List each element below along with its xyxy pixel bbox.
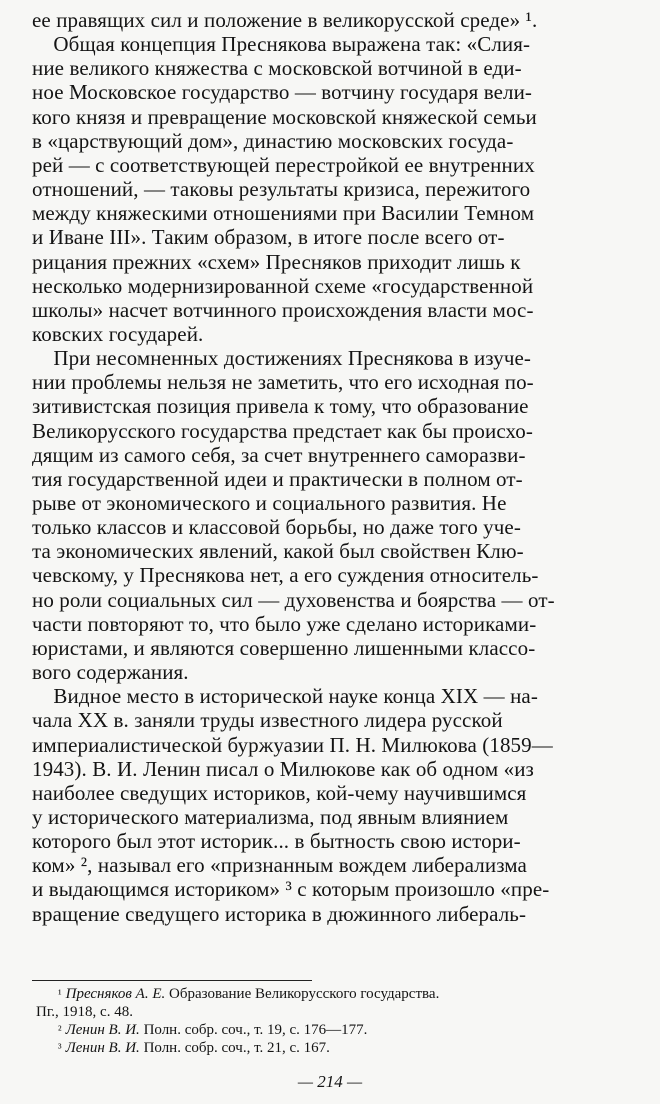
text-line: нии проблемы нельзя не заметить, что его исходная по- [32, 370, 534, 395]
text-line: ее правящих сил и положение в великорусской среде» ¹. [32, 8, 538, 32]
text-line: но роли социальных сил — духовенства и боярства — от- [32, 587, 555, 612]
footnote-line [32, 1003, 652, 1021]
text-line: и выдающимся историком» ³ с которым произошло «пре- [32, 877, 550, 902]
footnote-text: Полн. собр. соч., т. 21, с. 167. [139, 1040, 330, 1056]
footnote-line [58, 985, 660, 1003]
text-line: рыве от экономического и социального развития. Не [32, 491, 507, 515]
text-line: дящим из самого себя, за счет внутреннего саморазви- [32, 442, 526, 467]
text-line: При несомненных достижениях Преснякова в изуче- [32, 346, 532, 371]
text-line: Общая концепция Преснякова выражена так: «Слия- [32, 32, 531, 57]
footnote-text: Полн. собр. соч., т. 19, с. 176—177. [139, 1022, 368, 1038]
footnote-text: Пг., 1918, с. 48. [36, 1004, 133, 1020]
text-line: ние великого княжества с московской вотчиной в еди- [32, 56, 522, 81]
text-line: та экономических явлений, какой был свойствен Клю- [32, 539, 524, 564]
text-line: школы» насчет вотчинного происхождения власти мос- [32, 297, 534, 322]
footnote-mark: ² [58, 1023, 62, 1037]
text-line: ное Московское государство — вотчину государя вели- [32, 80, 533, 105]
text-line: юристами, и являются совершенно лишенными классо- [32, 635, 536, 660]
text-line: чала XX в. заняли труды известного лидера русской [32, 708, 503, 733]
text-line: рицания прежних «схем» Пресняков приходит лишь к [32, 249, 521, 274]
text-line: 1943). В. И. Ленин писал о Милюкове как об одном «из [32, 756, 534, 781]
text-line: в «царствующий дом», династию московских госуда- [32, 128, 514, 153]
text-line: ковских государей. [32, 321, 204, 346]
footnote-text: Образование Великорусского государства. [165, 986, 440, 1002]
text-line: рей — с соответствующей перестройкой ее внутренних [32, 152, 535, 177]
text-line: ком» ², называл его «признанным вождем либерализма [32, 853, 527, 878]
text-line: отношений, — таковы результаты кризиса, пережитого [32, 177, 531, 202]
text-line: части повторяют то, что было уже сделано историками- [32, 611, 537, 636]
text-line: только классов и классовой борьбы, но даже того уче- [32, 515, 521, 540]
text-line: Видное место в исторической науке конца XIX — на- [32, 684, 538, 709]
text-line: несколько модернизированной схеме «государственной [32, 273, 534, 298]
page-number: — 214 — [297, 1072, 363, 1091]
text-line: вращение сведущего историка в дюжинного либераль- [32, 901, 527, 926]
text-line: зитивистская позиция привела к тому, что образование [32, 394, 529, 419]
footnote-author: Пресняков А. Е. [65, 986, 166, 1002]
footnote-author: Ленин В. И. [65, 1040, 140, 1056]
text-line: наиболее сведущих историков, кой-чему научившимся [32, 780, 527, 805]
text-line: тия государственной идеи и практически в полном от- [32, 466, 523, 491]
text-line: Великорусского государства предстает как бы происхо- [32, 418, 533, 443]
footnote-mark: ³ [58, 1041, 62, 1055]
text-line: и Иване III». Таким образом, в итоге после всего от- [32, 225, 505, 250]
text-line: империалистической буржуазии П. Н. Милюкова (1859— [32, 732, 553, 757]
text-line: вого содержания. [32, 660, 189, 685]
text-line: кого князя и превращение московской княжеской семьи [32, 104, 537, 129]
text-line: между княжескими отношениями при Василии Темном [32, 201, 535, 226]
footnote-line [58, 1021, 660, 1039]
text-line: у исторического материализма, под явным влиянием [32, 804, 509, 829]
footnote-divider [32, 980, 312, 981]
text-line: чевскому, у Преснякова нет, а его суждения относитель- [32, 563, 539, 588]
footnote-author: Ленин В. И. [65, 1022, 140, 1038]
text-line: которого был этот историк... в бытность свою истори- [32, 829, 521, 854]
footnote-line [58, 1039, 660, 1057]
footnote-mark: ¹ [58, 987, 62, 1001]
